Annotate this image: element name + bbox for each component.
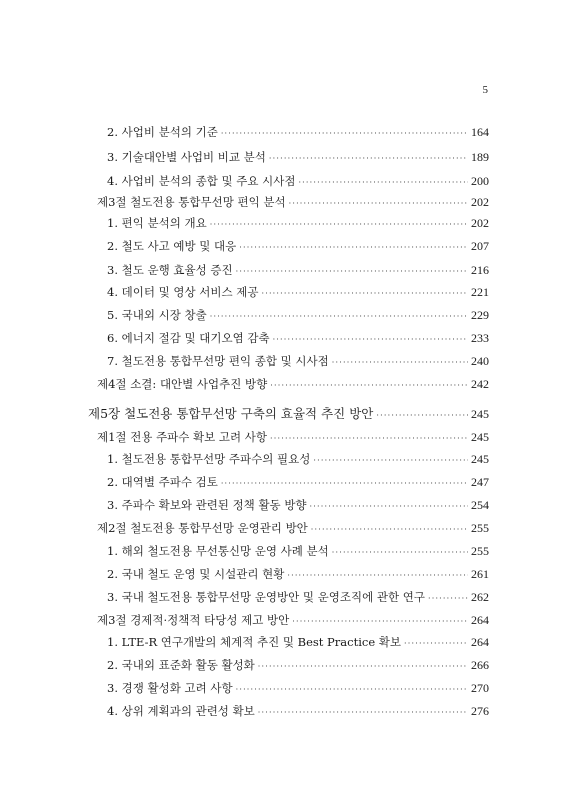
dot-leader [258, 657, 468, 677]
toc-entry-title: 6. 에너지 절감 및 대기오염 감축 [107, 331, 270, 345]
toc-entry-page: 266 [471, 658, 489, 672]
toc-entry-section [97, 518, 489, 538]
toc-entry-item [107, 305, 489, 325]
toc-entry-item [107, 632, 489, 652]
toc-entry-page: 245 [471, 452, 489, 466]
dot-leader [210, 307, 468, 327]
toc-entry-page: 216 [471, 263, 489, 277]
dot-leader [273, 330, 468, 350]
toc-entry-item [107, 328, 489, 348]
toc-entry-title: 3. 국내 철도전용 통합무선망 운영방안 및 운영조직에 관한 연구 [107, 590, 425, 604]
toc-entry-chapter [88, 404, 489, 424]
toc-entry-title: 제4절 소결: 대안별 사업추진 방향 [97, 377, 268, 391]
dot-leader [428, 589, 468, 609]
toc-entry-page: 240 [471, 354, 489, 368]
dot-leader [292, 612, 468, 632]
dot-leader [221, 474, 468, 494]
toc-entry-page: 255 [471, 544, 489, 558]
dot-leader [376, 406, 468, 426]
toc-entry-item [107, 236, 489, 256]
toc-entry-item [107, 147, 489, 167]
toc-entry-page: 189 [471, 150, 489, 164]
toc-entry-item [107, 655, 489, 675]
dot-leader [236, 680, 468, 700]
toc-entry-item [107, 587, 489, 607]
toc-entry-page: 207 [471, 239, 489, 253]
dot-leader [270, 376, 468, 396]
toc-entry-page: 245 [471, 407, 489, 421]
toc-entry-title: 2. 철도 사고 예방 및 대응 [107, 239, 237, 253]
dot-leader [270, 429, 468, 449]
toc-entry-title: 4. 상위 계획과의 관련성 확보 [107, 704, 255, 718]
dot-leader [287, 566, 468, 586]
toc-entry-section [97, 374, 489, 394]
toc-entry-page: 245 [471, 430, 489, 444]
toc-entry-title: 3. 경쟁 활성화 고려 사항 [107, 681, 233, 695]
toc-entry-page: 270 [471, 681, 489, 695]
toc-entry-page: 276 [471, 704, 489, 718]
dot-leader [332, 543, 468, 563]
toc-entry-title: 1. 편익 분석의 개요 [107, 216, 207, 230]
dot-leader [210, 215, 468, 235]
toc-entry-title: 제3절 철도전용 통합무선망 편익 분석 [97, 195, 286, 209]
dot-leader [221, 124, 468, 144]
toc-entry-item [107, 171, 489, 191]
toc-entry-section [97, 427, 489, 447]
dot-leader [239, 238, 468, 258]
toc-entry-page: 264 [471, 613, 489, 627]
dot-leader [332, 353, 468, 373]
toc-entry-page: 229 [471, 308, 489, 322]
toc-entry-title: 제2절 철도전용 통합무선망 운영관리 방안 [97, 521, 308, 535]
toc-entry-item [107, 472, 489, 492]
toc-entry-title: 3. 철도 운행 효율성 증진 [107, 263, 233, 277]
toc-entry-item [107, 541, 489, 561]
dot-leader [289, 194, 468, 214]
toc-entry-section [97, 192, 489, 212]
dot-leader [310, 497, 468, 517]
toc-entry-page: 164 [471, 125, 489, 139]
toc-entry-page: 264 [471, 635, 489, 649]
toc-entry-page: 202 [471, 216, 489, 230]
toc-entry-title: 7. 철도전용 통합무선망 편익 종합 및 시사점 [107, 354, 329, 368]
toc-entry-title: 3. 기술대안별 사업비 비교 분석 [107, 150, 266, 164]
toc-entry-page: 254 [471, 498, 489, 512]
toc-entry-title: 4. 사업비 분석의 종합 및 주요 시사점 [107, 174, 296, 188]
dot-leader [313, 451, 468, 471]
dot-leader [258, 703, 468, 723]
toc-entry-item [107, 260, 489, 280]
toc-entry-page: 221 [471, 285, 489, 299]
dot-leader [269, 149, 468, 169]
dot-leader [311, 520, 468, 540]
toc-entry-title: 2. 대역별 주파수 검토 [107, 475, 218, 489]
toc-entry-page: 261 [471, 567, 489, 581]
toc-entry-item [107, 678, 489, 698]
toc-entry-title: 2. 국내외 표준화 활동 활성화 [107, 658, 255, 672]
toc-entry-page: 200 [471, 174, 489, 188]
toc-entry-item [107, 213, 489, 233]
toc-entry-title: 1. LTE-R 연구개발의 체계적 추진 및 Best Practice 확보 [107, 635, 402, 649]
dot-leader [261, 284, 468, 304]
dot-leader [236, 262, 468, 282]
toc-entry-title: 3. 주파수 확보와 관련된 정책 활동 방향 [107, 498, 307, 512]
toc-entry-page: 247 [471, 475, 489, 489]
page-number: 5 [482, 84, 488, 96]
toc-entry-title: 4. 데이터 및 영상 서비스 제공 [107, 285, 259, 299]
toc-entry-item [107, 495, 489, 515]
toc-entry-item [107, 564, 489, 584]
toc-entry-title: 제5장 철도전용 통합무선망 구축의 효율적 추진 방안 [88, 406, 374, 421]
toc-entry-item [107, 122, 489, 142]
toc-entry-item [107, 701, 489, 721]
toc-entry-page: 255 [471, 521, 489, 535]
toc-entry-title: 5. 국내외 시장 창출 [107, 308, 207, 322]
toc-entry-item [107, 449, 489, 469]
toc-entry-item [107, 282, 489, 302]
toc-entry-title: 제1절 전용 주파수 확보 고려 사항 [97, 430, 268, 444]
toc-entry-title: 1. 철도전용 통합무선망 주파수의 필요성 [107, 452, 311, 466]
toc-entry-page: 242 [471, 377, 489, 391]
toc-entry-title: 제3절 경제적·정책적 타당성 제고 방안 [97, 613, 290, 627]
toc-entry-item [107, 351, 489, 371]
dot-leader [298, 173, 468, 193]
toc-entry-title: 2. 사업비 분석의 기준 [107, 125, 218, 139]
toc-entry-section [97, 610, 489, 630]
dot-leader [404, 634, 468, 654]
toc-entry-page: 202 [471, 195, 489, 209]
toc-entry-title: 1. 해외 철도전용 무선통신망 운영 사례 분석 [107, 544, 329, 558]
toc-entry-title: 2. 국내 철도 운영 및 시설관리 현황 [107, 567, 285, 581]
toc-entry-page: 262 [471, 590, 489, 604]
toc-entry-page: 233 [471, 331, 489, 345]
